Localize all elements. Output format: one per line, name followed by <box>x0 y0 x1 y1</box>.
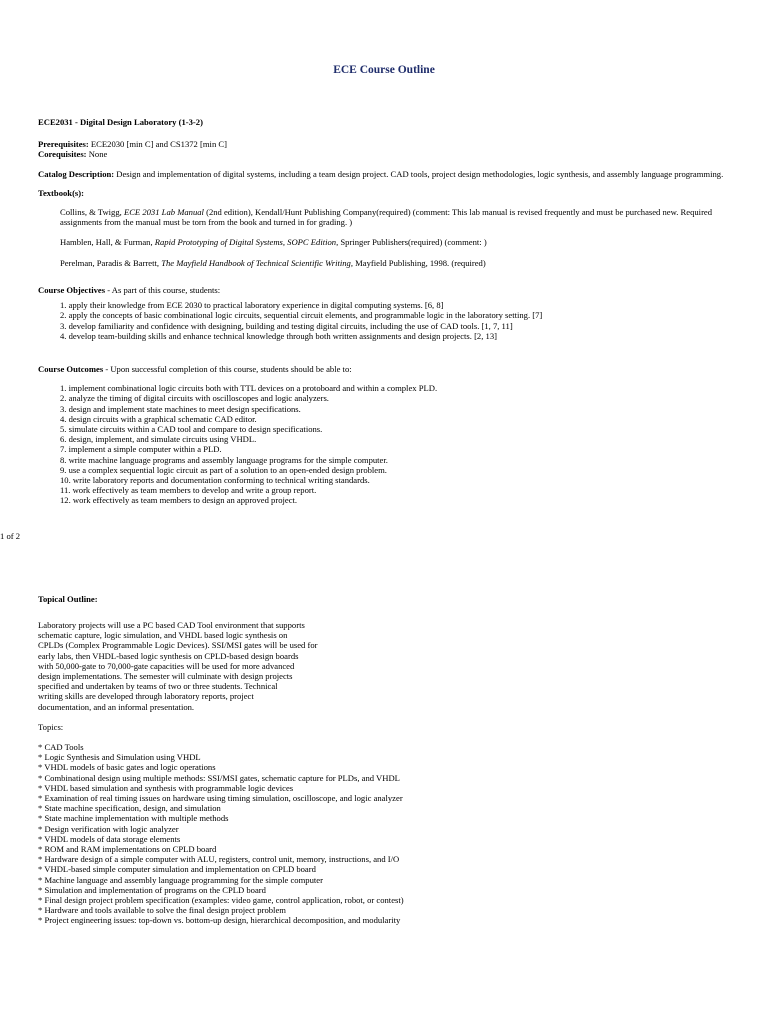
paragraph-line: schematic capture, logic simulation, and VHDL based logic synthesis on <box>38 630 288 641</box>
textbooks-section <box>38 188 738 198</box>
list-item: 1. implement combinational logic circuits both with TTL devices on a protoboard and within a complex PLD. <box>60 383 438 394</box>
textbook-1-title: ECE 2031 Lab Manual <box>123 207 204 217</box>
prerequisites-value: ECE2030 [min C] and CS1372 [min C] <box>88 139 227 149</box>
list-item: 2. analyze the timing of digital circuits with oscilloscopes and logic analyzers. <box>60 393 329 404</box>
textbooks-label: Textbook(s): <box>38 188 84 198</box>
course-header <box>38 117 738 127</box>
outcomes-list <box>38 383 738 505</box>
page-title: ECE Course Outline <box>333 64 435 76</box>
textbook-3 <box>38 258 738 268</box>
list-item: 12. work effectively as team members to design an approved project. <box>60 495 298 506</box>
textbook-2-authors: Hamblen, Hall, & Furman, <box>60 237 155 247</box>
list-item: * CAD Tools <box>38 742 84 752</box>
list-item: 8. write machine language programs and assembly language programs for the simple computer. <box>60 454 388 465</box>
corequisites-value: None <box>86 149 108 160</box>
catalog-label: Catalog Description: <box>38 169 115 179</box>
textbook-3-title: The Mayfield Handbook of Technical Scientific Writing <box>161 258 351 268</box>
corequisites-label: Corequisites: <box>38 149 87 160</box>
topical-outline-label: Topical Outline: <box>38 594 98 604</box>
paragraph-line: Laboratory projects will use a PC based CAD Tool environment that supports <box>38 620 305 630</box>
textbook-1-details: (2nd edition), Kendall/Hunt Publishing Company(required) (comment: This lab manual is revised frequently and must be purchased new. Required assignments from the manual must be torn from the book and turned in for grading. ) <box>60 207 713 228</box>
paragraph-line: design implementations. The semester will culminate with design projects <box>38 671 293 682</box>
objectives-section <box>38 285 738 341</box>
objectives-list <box>38 300 738 341</box>
topical-outline-section <box>38 594 738 604</box>
list-item: 1. apply their knowledge from ECE 2030 to practical laboratory experience in digital computing systems. [6, 8] <box>60 300 444 311</box>
paragraph-line: early labs, then VHDL-based logic synthesis on CPLD-based design boards <box>38 650 299 661</box>
catalog-description <box>38 169 738 179</box>
textbook-3-details: , Mayfield Publishing, 1998. (required) <box>350 258 486 268</box>
requisites <box>38 139 738 159</box>
list-item: * Final design project problem specification (examples: video game, control application, robot, or contest) <box>38 895 404 906</box>
list-item: 3. develop familiarity and confidence with designing, building and testing digital circuits, including the use of CAD tools. [1, 7, 11] <box>60 320 513 331</box>
list-item: * Project engineering issues: top-down vs. bottom-up design, hierarchical decomposition, and modularity <box>38 915 401 926</box>
topics-label-block <box>38 722 738 732</box>
textbook-2-details: , Springer Publishers(required) (comment: ) <box>336 237 487 247</box>
prerequisites-line <box>38 139 738 149</box>
paragraph-line: specified and undertaken by teams of two or three students. Technical <box>38 681 278 692</box>
list-item: 4. develop team-building skills and enhance technical knowledge through both written assignments and design projects. [2, 13] <box>60 330 497 341</box>
list-item: * VHDL models of data storage elements <box>38 833 181 844</box>
outcomes-label: Course Outcomes <box>38 364 104 374</box>
paragraph-line: CPLDs (Complex Programmable Logic Devices). SSI/MSI gates will be used for <box>38 640 318 651</box>
page-indicator: 1 of 2 <box>0 531 21 541</box>
list-item: 2. apply the concepts of basic combinational logic circuits, sequential circuit elements, and programmable logic in the laboratory setting. [7] <box>60 310 543 321</box>
list-item: * Logic Synthesis and Simulation using VHDL <box>38 752 201 763</box>
list-item: 6. design, implement, and simulate circuits using VHDL. <box>60 434 257 445</box>
paragraph-line: with 50,000-gate to 70,000-gate capacities will be used for more advanced <box>38 660 295 671</box>
list-item: * Machine language and assembly language programming for the simple computer <box>38 874 323 885</box>
course-code-title: ECE2031 - Digital Design Laboratory (1-3-2) <box>38 117 203 127</box>
paragraph-line: documentation, and an informal presentation. <box>38 701 195 712</box>
catalog-value: Design and implementation of digital systems, including a team design project. CAD tools, project design methodologies, logic synthesis, and assembly language programming. <box>114 169 724 179</box>
topics-list <box>38 742 738 926</box>
list-item: * VHDL based simulation and synthesis with programmable logic devices <box>38 782 294 793</box>
textbook-3-authors: Perelman, Paradis & Barrett, <box>60 258 162 268</box>
objectives-intro: - As part of this course, students: <box>105 285 221 295</box>
outcomes-intro: - Upon successful completion of this course, students should be able to: <box>103 364 352 374</box>
list-item: 9. use a complex sequential logic circuit as part of a solution to an open-ended design problem. <box>60 464 387 475</box>
list-item: * Hardware design of a simple computer with ALU, registers, control unit, memory, instructions, and I/O <box>38 854 400 865</box>
list-item: 5. simulate circuits within a CAD tool and compare to design specifications. <box>60 424 323 435</box>
paragraph-line: writing skills are developed through laboratory reports, project <box>38 691 254 702</box>
list-item: * ROM and RAM implementations on CPLD board <box>38 844 217 855</box>
list-item: 4. design circuits with a graphical schematic CAD editor. <box>60 413 257 424</box>
list-item: * VHDL models of basic gates and logic operations <box>38 762 216 773</box>
outcomes-section <box>38 364 738 506</box>
topics-label: Topics: <box>38 722 64 732</box>
list-item: * Simulation and implementation of programs on the CPLD board <box>38 884 266 895</box>
list-item: 3. design and implement state machines to meet design specifications. <box>60 403 301 414</box>
textbook-2 <box>38 237 738 247</box>
textbook-1 <box>38 207 738 227</box>
list-item: * Examination of real timing issues on hardware using timing simulation, oscilloscope, and logic analyzer <box>38 793 403 804</box>
corequisites-line <box>38 149 738 159</box>
list-item: 7. implement a simple computer within a PLD. <box>60 444 222 455</box>
list-item: * State machine specification, design, and simulation <box>38 803 221 814</box>
list-item: 10. write laboratory reports and documentation conforming to technical writing standards. <box>60 475 370 486</box>
list-item: * State machine implementation with multiple methods <box>38 813 229 824</box>
list-item: * Design verification with logic analyzer <box>38 823 179 834</box>
textbook-1-authors: Collins, & Twigg, <box>60 207 124 217</box>
prerequisites-label: Prerequisites: <box>38 139 89 149</box>
list-item: * Hardware and tools available to solve the final design project problem <box>38 905 286 916</box>
list-item: 11. work effectively as team members to develop and write a group report. <box>60 485 317 496</box>
list-item: * Combinational design using multiple methods: SSI/MSI gates, schematic capture for PLDs, and VHDL <box>38 772 400 783</box>
list-item: * VHDL-based simple computer simulation and implementation on CPLD board <box>38 864 316 875</box>
textbook-2-title: Rapid Prototyping of Digital Systems, SOPC Edition <box>154 237 337 247</box>
topical-paragraph <box>38 620 738 712</box>
objectives-label: Course Objectives <box>38 285 106 295</box>
